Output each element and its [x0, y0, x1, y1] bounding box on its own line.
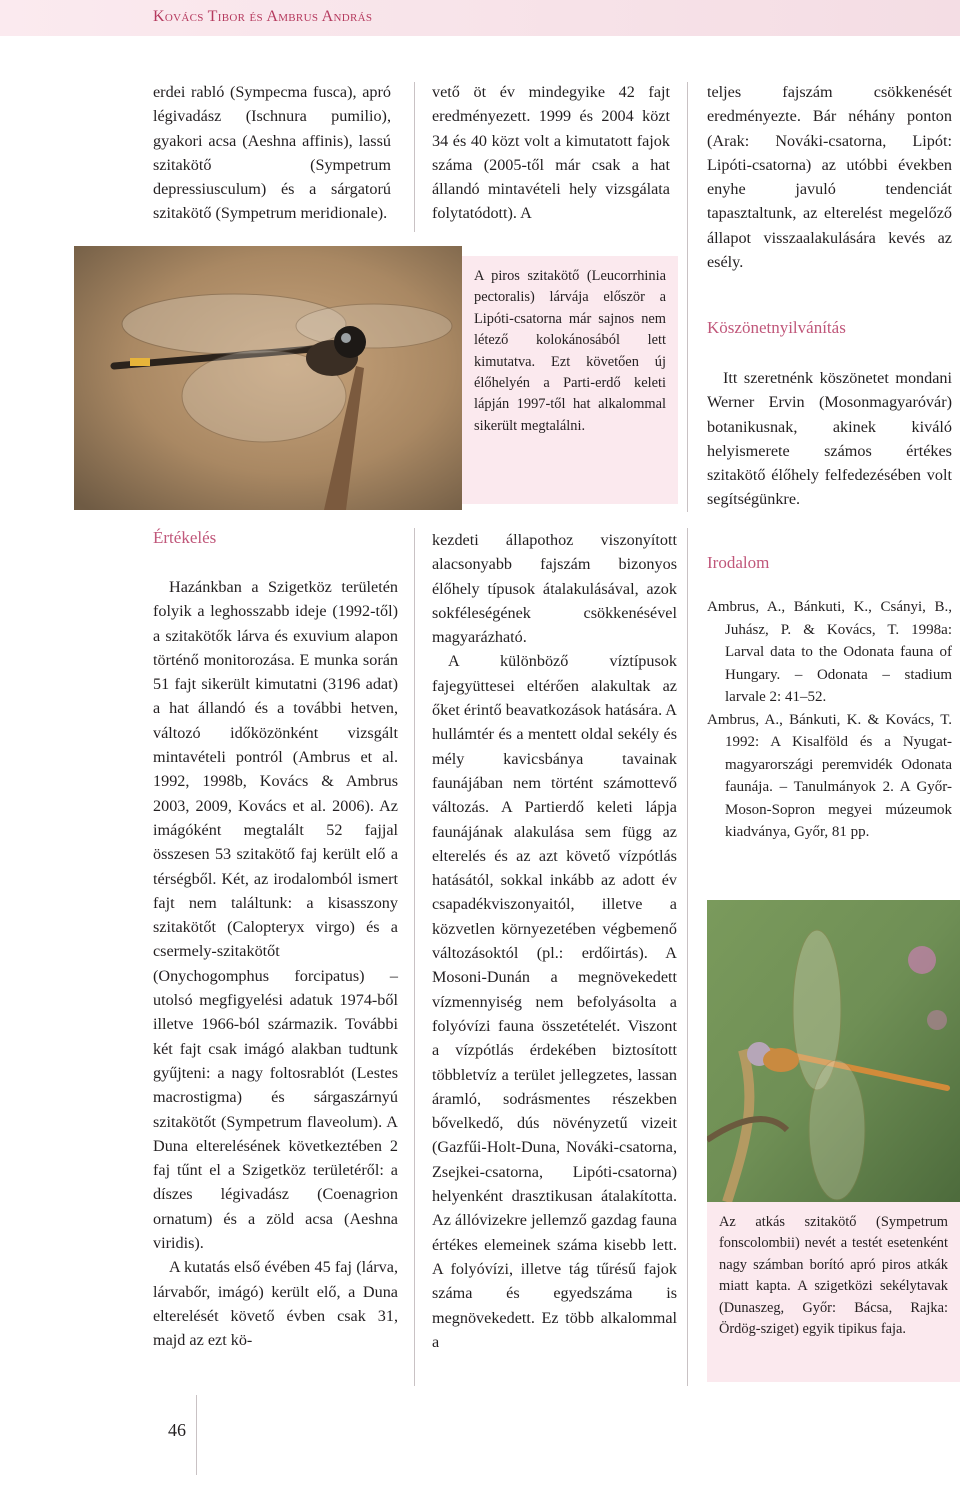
column-divider: [687, 528, 688, 1386]
paragraph: A kutatás első évében 45 faj (lárva, lárvabőr, imágó) került elő, a Duna elterelését követő évben csak 31, majd az ezt kö-: [153, 1258, 398, 1350]
acknowledgement-heading: Köszönetnyilvánítás: [707, 318, 846, 337]
evaluation-heading: Értékelés: [153, 528, 217, 547]
column-2-bottom: [432, 528, 677, 1354]
paragraph: vető öt év mindegyike 42 fajt eredményezett. 1999 és 2004 közt 34 és 40 közt volt a kimutatott fajok száma (2005-től már csak a hat állandó mintavételi hely vizsgálata folytatódott). A: [432, 83, 670, 223]
paragraph: Itt szeretnénk köszönetet mondani Werner Ervin (Mosonmagyaróvár) botanikusnak, akinek kiváló helyismerete számos értékes szitakötő élőhely felfedezésében volt segítségünkre.: [707, 369, 952, 509]
paragraph: kezdeti állapothoz viszonyított alacsonyabb fajszám bizonyos élőhely típusok átalakulásával, azok sokféleségének csökkenésével magyarázható.: [432, 531, 677, 647]
header-band: [0, 0, 960, 36]
column-3-top: [707, 80, 952, 274]
references-list: [707, 596, 952, 844]
paragraph: teljes fajszám csökkenését eredményezte. Bár néhány ponton (Arak: Nováki-csatorna, Lipót: Lipóti-csatorna) az utóbbi években enyhe javuló tendenciát tapasztaltunk, az elterelést megelőző állapot visszaalakulására kevés az esély.: [707, 83, 952, 272]
column-divider: [687, 82, 688, 512]
paragraph: A különböző víztípusok fajegyüttesei eltérően alakultak az őket érintő beavatkozások hatására. A hullámtér és a mentett oldal sekély és mély kavicsbánya tavainak faunájában nem történt számottevő változás. A Partierdő keleti lápja faunájának alakulása sem függ az elterelés és az azt követő vízpótlás hatásától, sokkal inkább az adott év csapadékviszonyaitól, illetve a közvetlen környezetében végbemenő változásoktól (pl.: erdőirtás). A Mosoni-Dunán a megnövekedett vízmennyiség nem befolyásolta a folyóvízi fauna összetételét. Viszont a vízpótlás érdekében biztosított többletvíz a terület jellegzetes, lassan áramló, sodrásmentes részekben bővelkedő, dús növényzetű vizeit (Gazfűi-Holt-Duna, Nováki-csatorna, Zsejkei-csatorna, Lipóti-csatorna) helyenként drasztikusan átalakította. Az állóvizekre jellemző gazdag fauna értékes elemeinek száma kisebb lett. A folyóvízi, illetve tág tűrésű fajok száma és egyedszáma is megnövekedett. Ez több alkalommal a: [432, 652, 677, 1351]
column-divider: [414, 82, 415, 232]
references-heading: Irodalom: [707, 553, 770, 572]
column-2-top: [432, 80, 670, 226]
photo-caption-2: Az atkás szitakötő (Sympetrum fonscolombii) nevét a testét esetenként nagy számban borító apró piros atkák miatt kapta. A szigetközi sekélytavak (Dunaszeg, Győr: Bácsa, Rajka: Ördög-sziget) egyik tipikus faja.: [707, 1202, 960, 1382]
evaluation-text: [153, 575, 398, 1353]
paragraph: erdei rabló (Sympecma fusca), apró légivadász (Ischnura pumilio), gyakori acsa (Aeshna affinis), lassú szitakötő (Sympetrum depressiusculum) és a sárgatorú szitakötő (Sympetrum meridionale).: [153, 83, 391, 223]
acknowledgement-text: [707, 366, 952, 512]
dragonfly-photo-2: [707, 900, 960, 1202]
running-title: Kovács Tibor és Ambrus András: [153, 8, 373, 25]
reference-item: Ambrus, A., Bánkuti, K. & Kovács, T. 1992: A Kisalföld és a Nyugat-magyarországi peremvidék Odonata faunája. – Tanulmányok 2. A Győr-Moson-Sopron megyei múzeumok kiadványa, Győr, 81 pp.: [707, 711, 952, 840]
column-1-top: [153, 80, 391, 226]
dragonfly-photo-1: [74, 246, 462, 510]
column-divider: [414, 528, 415, 1386]
page-number: 46: [168, 1420, 186, 1440]
photo-caption-1: A piros szitakötő (Leucorrhinia pectoralis) lárvája először a Lipóti-csatorna már sajnos nem létező kolokánosából lett kimutatva. Ezt követően új élőhelyén a Parti-erdő keleti lápján 1997-től hat alkalommal sikerült megtalálni.: [462, 256, 678, 504]
paragraph: Hazánkban a Szigetköz területén folyik a leghosszabb ideje (1992-től) a szitakötők lárva és exuvium alapon történő monitorozása. E munka során 51 fajt sikerült kimutatni (3196 adat) a hat állandó és a további hetven, változó időközönként vizsgált mintavételi pontról (Ambrus et al. 1992, 1998b, Kovács & Ambrus 2003, 2009, Kovács et al. 2006). Az imágóként megtalált 52 fajjal összesen 53 szitakötő faj került elő a térségből. Két, az irodalomból ismert fajt nem találtunk: a kisasszony szitakötőt (Calopteryx virgo) és a csermely-szitakötőt (Onychogomphus forcipatus) – utolsó megfigyelési adatuk 1974-ből illetve 1966-ból származik. További két fajt csak imágó alakban tudtunk gyűjteni: a nagy foltosrablót (Lestes macrostigma) és sárgaszárnyú szitakötőt (Sympetrum flaveolum). A Duna elterelésének következtében 2 faj tűnt el a Szigetköz területéről: a díszes légivadász (Coenagrion ornatum) és a zöld acsa (Aeshna viridis).: [153, 578, 398, 1253]
reference-item: Ambrus, A., Bánkuti, K., Csányi, B., Juhász, P. & Kovács, T. 1998a: Larval data to the Odonata fauna of Hungary. – Odonata – stadium larvale 2: 41–52.: [707, 599, 952, 705]
